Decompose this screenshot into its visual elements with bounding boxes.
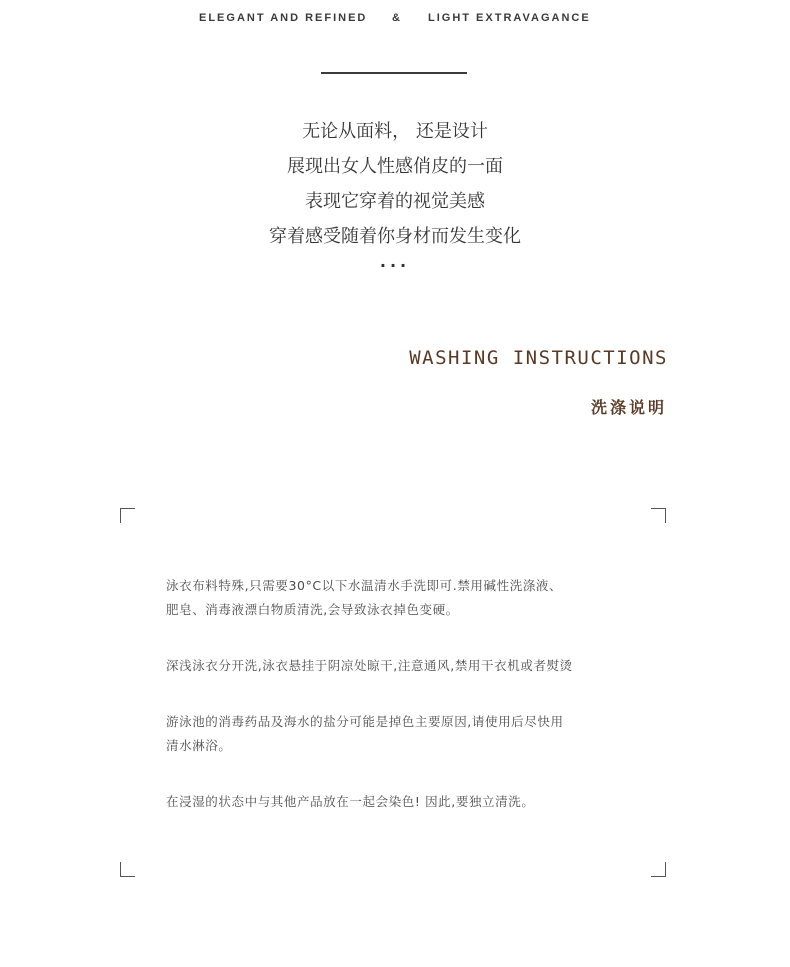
instruction-line: 深浅泳衣分开洗,泳衣悬挂于阴凉处晾干,注意通风,禁用干衣机或者熨烫 xyxy=(166,658,573,673)
poem-line: 展现出女人性感俏皮的一面 xyxy=(287,156,503,177)
instruction-line: 在浸湿的状态中与其他产品放在一起会染色! 因此,要独立清洗。 xyxy=(166,794,535,809)
instruction-paragraph xyxy=(166,574,646,622)
instruction-line: 游泳池的消毒药品及海水的盐分可能是掉色主要原因,请使用后尽快用 xyxy=(166,714,564,729)
intro-poem xyxy=(0,118,790,272)
poem-line: 表现它穿着的视觉美感 xyxy=(305,191,485,212)
divider-rule xyxy=(321,72,467,74)
instruction-paragraph xyxy=(166,710,646,758)
poem-line: 穿着感受随着你身材而发生变化 xyxy=(269,226,521,247)
poem-line: 无论从面料， 还是设计 xyxy=(302,121,488,142)
washing-instructions xyxy=(166,574,646,846)
tagline-ampersand: & xyxy=(392,12,402,24)
instruction-line: 泳衣布料特殊,只需要30°C以下水温清水手洗即可.禁用碱性洗涤液、 xyxy=(166,578,563,593)
washing-title-cn: 洗涤说明 xyxy=(590,398,667,417)
frame-corner-top-left xyxy=(120,508,135,523)
instruction-line: 肥皂、消毒液漂白物质清洗,会导致泳衣掉色变硬。 xyxy=(166,602,459,617)
frame-corner-bottom-left xyxy=(120,862,135,877)
frame-corner-bottom-right xyxy=(651,862,666,877)
instruction-line: 清水淋浴。 xyxy=(166,738,232,753)
instruction-paragraph xyxy=(166,790,646,814)
tagline xyxy=(0,12,790,28)
poem-ellipsis: ... xyxy=(379,252,411,271)
frame-corner-top-right xyxy=(651,508,666,523)
washing-title-en: WASHING INSTRUCTIONS xyxy=(409,347,668,369)
tagline-left: ELEGANT AND REFINED xyxy=(199,12,368,24)
tagline-right: LIGHT EXTRAVAGANCE xyxy=(428,12,591,24)
instruction-paragraph xyxy=(166,654,646,678)
